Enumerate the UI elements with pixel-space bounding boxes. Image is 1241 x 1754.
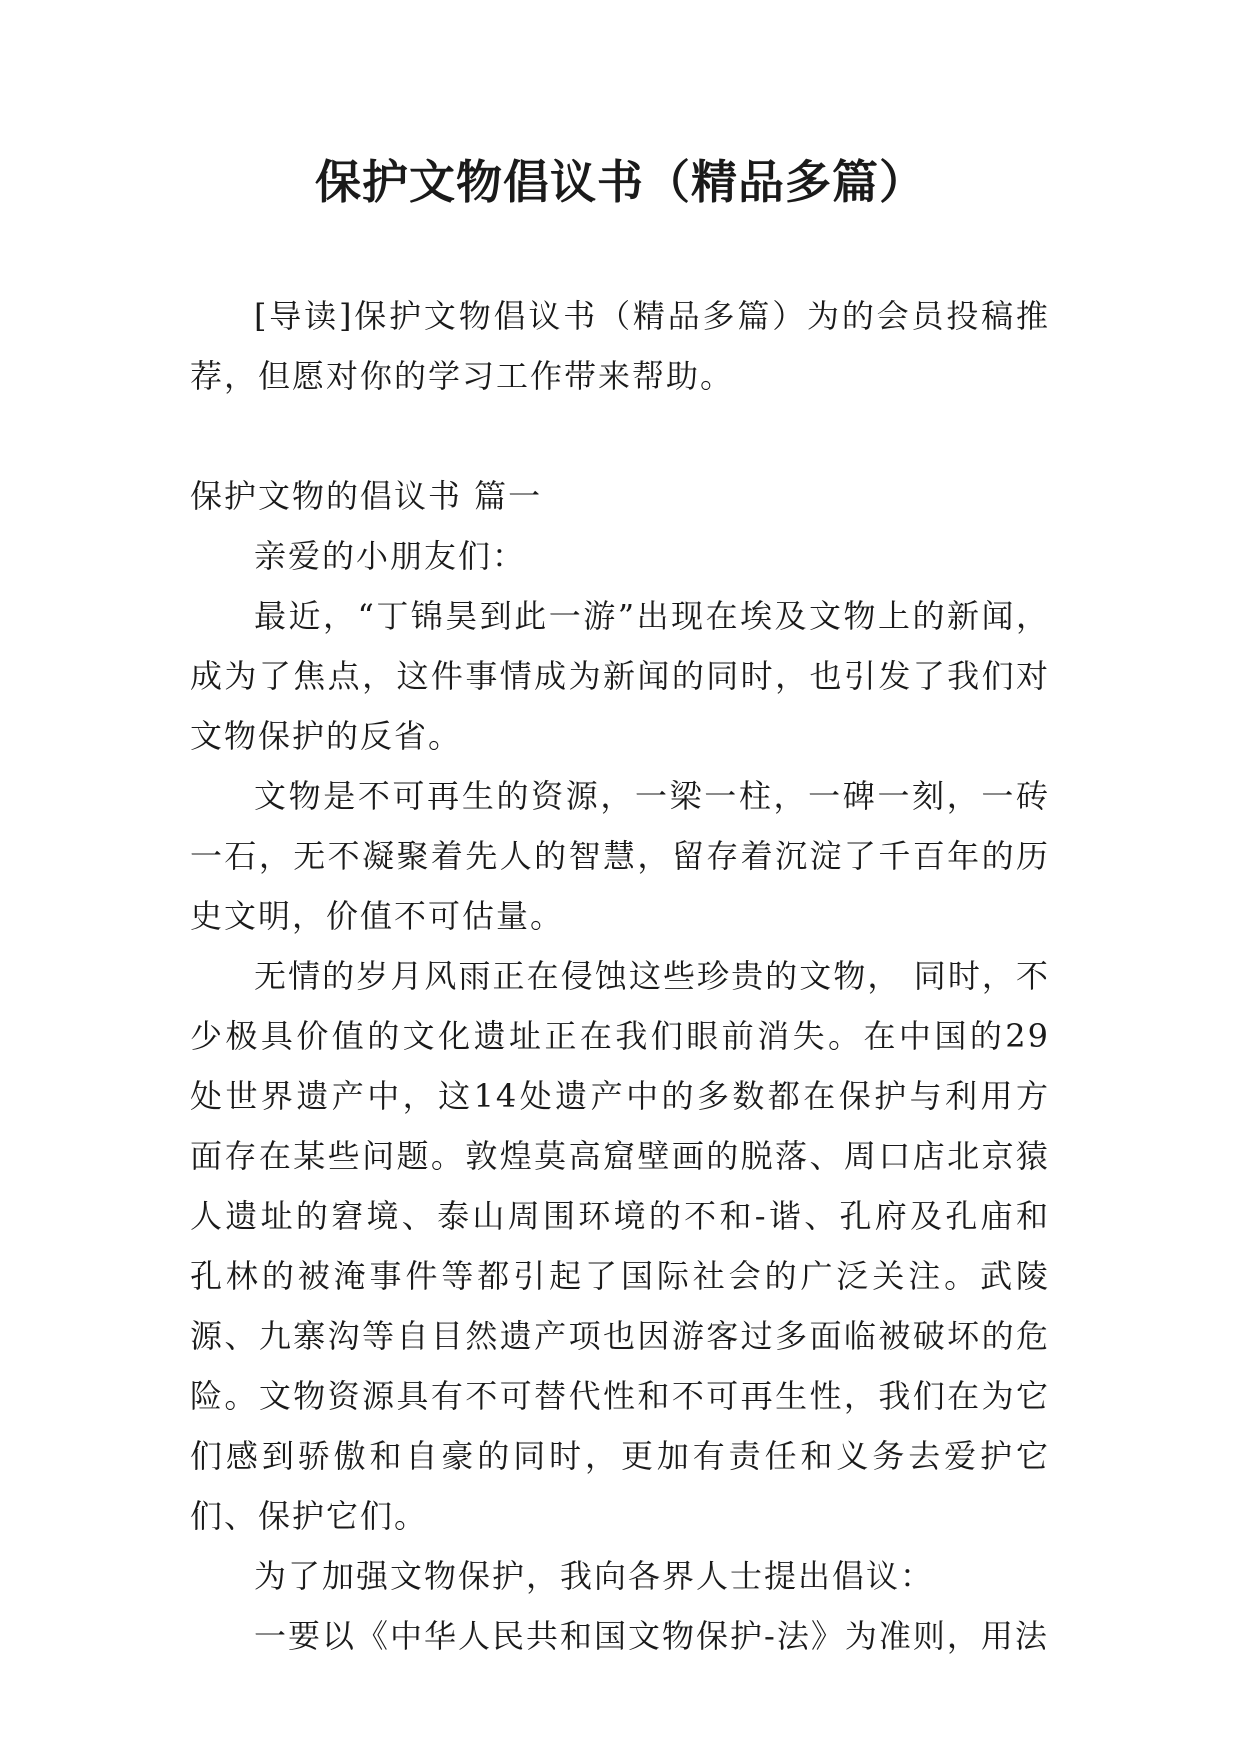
- section-heading: 保护文物的倡议书 篇一: [190, 477, 543, 515]
- document-title: 保护文物倡议书（精品多篇）: [315, 155, 926, 209]
- document-body: [190, 286, 1050, 1666]
- body-paragraph: 为了加强文物保护，我向各界人士提出倡议：: [254, 1557, 935, 1595]
- body-paragraph: 最近，“丁锦昊到此一游”出现在埃及文物上的新闻，成为了焦点，这件事情成为新闻的同时，也引发了我们对文物保护的反省。: [190, 597, 1050, 755]
- body-paragraph: 一要以《中华人民共和国文物保护-法》为准则，用法: [254, 1617, 1049, 1655]
- intro-paragraph: [导读]保护文物倡议书（精品多篇）为的会员投稿推荐，但愿对你的学习工作带来帮助。: [190, 297, 1050, 395]
- body-paragraph: 文物是不可再生的资源，一梁一柱，一碑一刻，一砖一石，无不凝聚着先人的智慧，留存着沉淀了千百年的历史文明，价值不可估量。: [190, 777, 1050, 935]
- body-paragraph: 无情的岁月风雨正在侵蚀这些珍贵的文物， 同时，不少极具价值的文化遗址正在我们眼前消失。在中国的29处世界遗产中，这14处遗产中的多数都在保护与利用方面存在某些问题。敦煌莫高窟壁画的脱落、周口店北京猿人遗址的窘境、泰山周围环境的不和-谐、孔府及孔庙和孔林的被淹事件等都引起了国际社会的广泛关注。武陵源、九寨沟等自目然遗产项也因游客过多面临被破坏的危险。文物资源具有不可替代性和不可再生性，我们在为它们感到骄傲和自豪的同时，更加有责任和义务去爱护它们、保护它们。: [190, 957, 1050, 1535]
- spacer: [190, 406, 1050, 466]
- salutation: 亲爱的小朋友们：: [254, 537, 527, 575]
